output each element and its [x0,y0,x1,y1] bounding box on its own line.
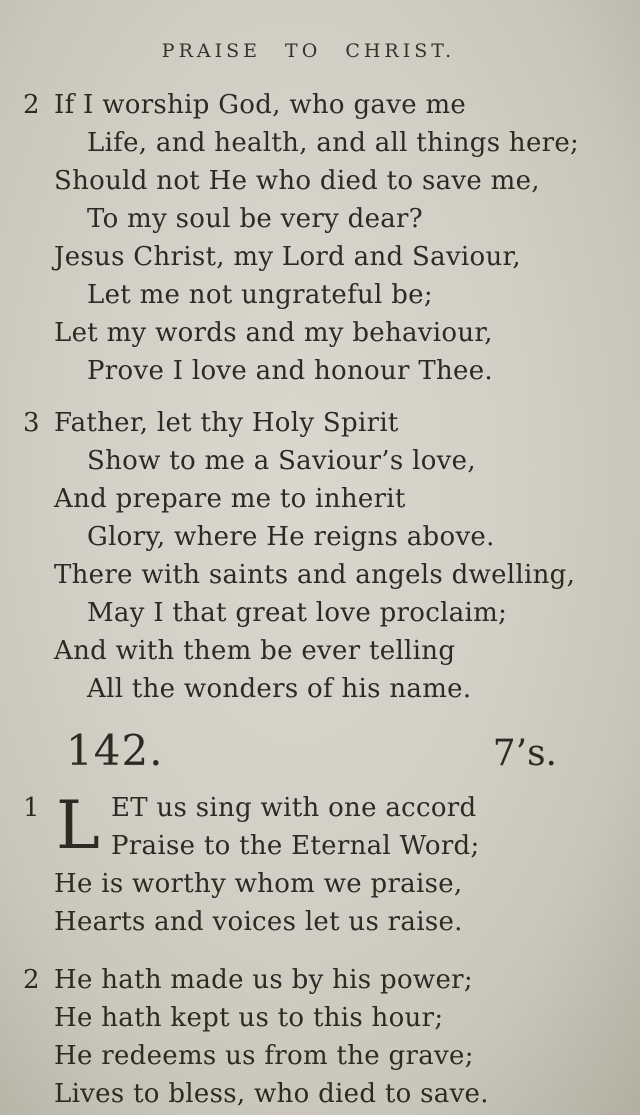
hymn-line: Prove I love and honour Thee. [87,356,493,386]
hymn-line: May I that great love proclaim; [87,598,508,628]
verse-number: 3 [23,408,40,438]
hymn-line: Glory, where He reigns above. [87,522,495,552]
hymn-line: Show to me a Saviour’s love, [87,446,476,476]
hymn-line: Hearts and voices let us raise. [54,907,463,937]
drop-cap-letter: L [56,787,100,864]
hymn-line: Let me not ungrateful be; [87,280,433,310]
hymn-heading [22,722,595,775]
hymn-line: Life, and health, and all things here; [87,128,580,158]
hymn-line: He is worthy whom we praise, [54,869,463,899]
verse-number: 2 [23,965,40,995]
hymn-line: He redeems us from the grave; [54,1041,474,1071]
hymn-verse [22,789,595,941]
hymn-line: He hath made us by his power; [54,965,473,995]
hymn-line: And prepare me to inherit [54,484,406,514]
running-head: PRAISE TO CHRIST. [161,40,456,62]
hymn-line: Should not He who died to save me, [54,166,540,196]
hymn-line: He hath kept us to this hour; [54,1003,444,1033]
verse-number: 1 [23,793,40,823]
hymn-meter: 7’s. [492,733,557,774]
hymn-verse [22,404,595,708]
hymn-number: 142. [66,726,164,775]
hymn-line: There with saints and angels dwelling, [54,560,576,590]
hymn-line: Let my words and my behaviour, [54,318,493,348]
hymn-line: Jesus Christ, my Lord and Saviour, [54,242,521,272]
hymn-line: Father, let thy Holy Spirit [54,408,399,438]
hymn-line: ET us sing with one accord [111,793,477,823]
hymn-verse [22,961,595,1113]
verse-number: 2 [23,90,40,120]
hymn-verse [22,86,595,390]
hymn-line: Lives to bless, who died to save. [54,1079,489,1109]
hymn-line: To my soul be very dear? [87,204,424,234]
hymn-line: Praise to the Eternal Word; [111,831,480,861]
hymn-line: And with them be ever telling [54,636,456,666]
dropcap-block [54,789,595,865]
hymn-line: If I worship God, who gave me [54,90,467,120]
hymn-line: All the wonders of his name. [87,674,472,704]
